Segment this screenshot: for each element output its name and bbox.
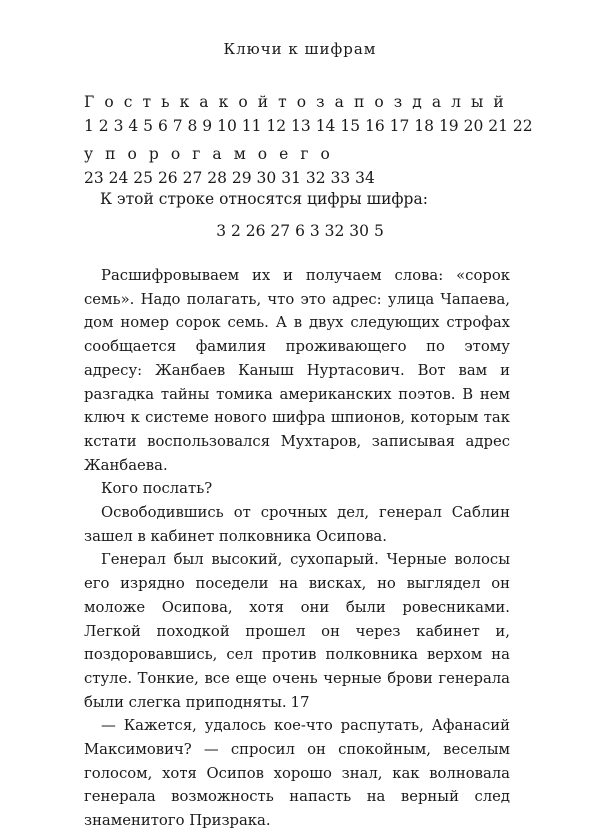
cipher-letter: з [393,93,403,111]
body-text [84,264,510,833]
cipher-letter: р [148,145,159,163]
cipher-letter: а [334,93,344,111]
cipher-letter: й [493,93,504,111]
cipher-letters-row-1 [84,90,504,114]
cipher-letter: а [212,145,222,163]
paragraph: Кого послать? [101,480,213,498]
cipher-letter: о [127,145,137,163]
cipher-letters-row-2 [84,142,330,166]
cipher-letter: к [179,93,190,111]
cipher-letter: к [218,93,229,111]
intro-line: К этой строке относятся цифры шифра: [100,190,428,208]
cipher-letter: о [374,93,384,111]
running-head: Ключи к шифрам [223,40,377,58]
cipher-letter: Г [84,93,95,111]
cipher-letter: е [279,145,289,163]
cipher-letter: а [431,93,442,111]
cipher-numbers-row-1: 1 2 3 4 5 6 7 8 9 10 11 12 13 14 15 16 17 18 19 20 21 22 [84,117,533,135]
paragraph: Освободившись от срочных дел, генерал Саблин зашел в кабинет полковника Осипова. [84,504,510,545]
cipher-letter: т [142,93,152,111]
cipher-letter: г [300,145,309,163]
cipher-letter: о [257,145,268,163]
cipher-letter: у [84,145,94,163]
cipher-letter: ы [471,93,484,111]
cipher-letter: с [123,93,133,111]
cipher-letter: п [353,93,365,111]
paragraph: Расшифровываем их и получаем слова: «сорок семь». Надо полагать, что это адрес: улица Чапаева, дом номер сорок семь. А в двух следующих строфах сообщается фамилия проживающего по этому адресу: Жанбаев Каныш Нуртасович. Вот вам и разгадка тайны томика американских поэтов. В нем ключ к системе нового шифра шпионов, которым так кстати воспользовался Мухтаров, записывая адрес Жанбаева. [84,267,510,474]
cipher-letter: д [412,93,422,111]
cipher-digits: 3 2 26 27 6 3 32 30 5 [216,222,384,240]
cipher-letter: м [233,145,246,163]
page-number: 17 [290,693,310,711]
cipher-letter: з [316,93,325,111]
cipher-letter: г [192,145,201,163]
cipher-key-block [84,90,533,190]
cipher-letter: ь [161,93,170,111]
cipher-letter: й [257,93,269,111]
paragraph: — Кажется, удалось кое-что распутать, Афанасий Максимович? — спросил он спокойным, веселым голосом, хотя Осипов хорошо знал, как волновала генерала возможность напасть на верный след знаменитого Призрака. [84,717,510,830]
cipher-letter: о [296,93,307,111]
cipher-letter: т [278,93,287,111]
cipher-numbers-row-2: 23 24 25 26 27 28 29 30 31 32 33 34 [84,169,375,187]
cipher-letter: а [199,93,209,111]
paragraph: Генерал был высокий, сухопарый. Черные волосы его изрядно поседели на висках, но выглядел он моложе Осипова, хотя они были ровесниками. Легкой походкой прошел он через кабинет и, поздоровавшись, сел против полковника верхом на стуле. Тонкие, все еще очень черные брови генерала были слегка приподняты. [84,551,510,711]
cipher-letter: о [238,93,248,111]
cipher-letter: п [105,145,116,163]
cipher-letter: л [451,93,461,111]
cipher-letter: о [320,145,330,163]
cipher-letter: о [170,145,181,163]
cipher-letter: о [104,93,114,111]
